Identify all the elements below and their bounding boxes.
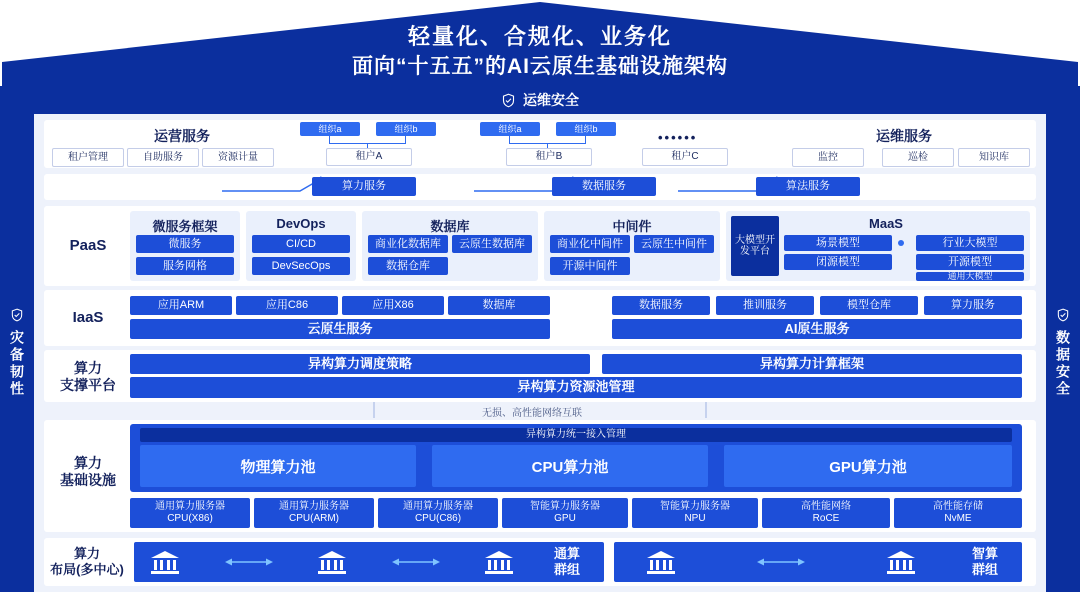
paas-label: PaaS bbox=[69, 236, 107, 254]
tenant-ellipsis: •••••• bbox=[658, 130, 698, 145]
datacenter-icon bbox=[884, 548, 918, 576]
server-title: 通用算力服务器 bbox=[279, 500, 349, 512]
chip-cloudnative-db[interactable]: 云原生数据库 bbox=[452, 235, 532, 253]
service-chip-data[interactable]: 数据服务 bbox=[552, 177, 656, 196]
network-roce[interactable] bbox=[762, 498, 890, 528]
pool-gpu[interactable]: GPU算力池 bbox=[724, 445, 1012, 487]
server-subtitle: GPU bbox=[554, 513, 576, 524]
page-subtitle: 面向“十五五”的AI云原生基础设施架构 bbox=[352, 55, 728, 78]
layout-label-line1: 算力 bbox=[73, 545, 100, 561]
chip-database[interactable]: 数据库 bbox=[448, 296, 550, 315]
server-cpu-arm[interactable] bbox=[254, 498, 374, 528]
server-title: 高性能存储 bbox=[933, 500, 983, 512]
chip-data-warehouse[interactable]: 数据仓库 bbox=[368, 257, 448, 275]
cluster-intelligent-label-line1: 智算 bbox=[971, 546, 998, 562]
shield-icon bbox=[10, 308, 24, 322]
shield-check-icon bbox=[501, 93, 516, 108]
row-operation-services bbox=[44, 120, 1036, 168]
group-middleware bbox=[544, 211, 720, 281]
chip-app-arm[interactable]: 应用ARM bbox=[130, 296, 232, 315]
chip-industry-model[interactable]: 行业大模型 bbox=[916, 235, 1024, 251]
org-chip[interactable]: 组织a bbox=[480, 122, 540, 136]
cluster-general-label-line1: 通算 bbox=[553, 546, 580, 562]
link-arrow-icon bbox=[349, 556, 482, 568]
row-compute-infrastructure bbox=[44, 420, 1036, 532]
cluster-intelligent-label-line2: 群组 bbox=[971, 562, 998, 577]
connector-dot bbox=[898, 240, 904, 246]
chip-app-c86[interactable]: 应用C86 bbox=[236, 296, 338, 315]
chip-inspection[interactable]: 巡检 bbox=[882, 148, 954, 167]
link-arrow-icon bbox=[678, 556, 884, 568]
server-title: 通用算力服务器 bbox=[403, 500, 473, 512]
iaas-label: IaaS bbox=[72, 308, 104, 326]
service-arrows bbox=[44, 174, 1036, 200]
row-compute-support-platform bbox=[44, 350, 1036, 402]
cluster-general-label bbox=[530, 546, 604, 577]
service-chip-compute[interactable]: 算力服务 bbox=[312, 177, 416, 196]
group-title: MaaS bbox=[869, 216, 903, 231]
chip-monitoring[interactable]: 监控 bbox=[792, 148, 864, 167]
server-subtitle: CPU(X86) bbox=[167, 513, 213, 524]
row-compute-layout bbox=[44, 538, 1036, 586]
org-chip[interactable]: 组织b bbox=[376, 122, 436, 136]
chip-service-mesh[interactable]: 服务网格 bbox=[136, 257, 234, 275]
right-side-label: 数据安全 bbox=[1055, 330, 1071, 398]
group-title: DevOps bbox=[276, 216, 326, 231]
chip-general-model[interactable]: 通用大模型 bbox=[916, 272, 1024, 281]
chip-tenant-management[interactable]: 租户管理 bbox=[52, 148, 124, 167]
tenant-block-b bbox=[480, 122, 620, 166]
datacenter-icon bbox=[148, 548, 182, 576]
operation-services-title: 运营服务 bbox=[154, 128, 210, 144]
server-subtitle: CPU(C86) bbox=[414, 513, 462, 524]
chip-commercial-middleware[interactable]: 商业化中间件 bbox=[550, 235, 630, 253]
cluster-general-label-line2: 群组 bbox=[553, 562, 580, 577]
maintenance-services-title: 运维服务 bbox=[876, 128, 932, 144]
chip-opensource-middleware[interactable]: 开源中间件 bbox=[550, 257, 630, 275]
server-cpu-c86[interactable] bbox=[378, 498, 498, 528]
row-service-arrows bbox=[44, 174, 1036, 200]
chip-llm-dev-platform[interactable]: 大模型开发平台 bbox=[731, 216, 779, 276]
infrastructure-label-line1: 算力 bbox=[74, 454, 102, 471]
chip-microservice[interactable]: 微服务 bbox=[136, 235, 234, 253]
link-arrow-icon bbox=[182, 556, 315, 568]
chip-closed-model[interactable]: 闭源模型 bbox=[784, 254, 892, 270]
server-subtitle: NvME bbox=[944, 513, 972, 524]
shield-icon bbox=[1056, 308, 1070, 322]
bar-ai-native-services[interactable]: AI原生服务 bbox=[612, 319, 1022, 339]
chip-compute-service[interactable]: 算力服务 bbox=[924, 296, 1022, 315]
group-title: 数据库 bbox=[430, 219, 470, 234]
server-title: 通用算力服务器 bbox=[155, 500, 225, 512]
org-chip[interactable]: 组织b bbox=[556, 122, 616, 136]
datacenter-icon bbox=[315, 548, 349, 576]
chip-scenario-model[interactable]: 场景模型 bbox=[784, 235, 892, 251]
support-platform-label bbox=[50, 360, 126, 394]
bar-heterogeneous-scheduling-policy[interactable]: 异构算力调度策略 bbox=[130, 354, 590, 374]
chip-devsecops[interactable]: DevSecOps bbox=[252, 257, 350, 275]
chip-self-service[interactable]: 自助服务 bbox=[127, 148, 199, 167]
right-side-bar bbox=[1046, 114, 1080, 592]
server-subtitle: RoCE bbox=[812, 513, 840, 524]
layout-label-line2: 布局(多中心) bbox=[50, 562, 124, 577]
infrastructure-label bbox=[48, 454, 128, 490]
group-maas bbox=[726, 211, 1030, 281]
chip-knowledge-base[interactable]: 知识库 bbox=[958, 148, 1030, 167]
datacenter-icon bbox=[644, 548, 678, 576]
row-iaas bbox=[44, 290, 1036, 346]
group-devops bbox=[246, 211, 356, 281]
interconnect-note: 无损、高性能网络互联 bbox=[482, 408, 582, 419]
chip-model-repository[interactable]: 模型仓库 bbox=[820, 296, 918, 315]
bar-heterogeneous-resource-pool-mgmt[interactable]: 异构算力资源池管理 bbox=[130, 377, 1022, 398]
server-npu[interactable] bbox=[632, 498, 758, 528]
pool-physical[interactable]: 物理算力池 bbox=[140, 445, 416, 487]
tenant-block-a bbox=[300, 122, 440, 166]
chip-app-x86[interactable]: 应用X86 bbox=[342, 296, 444, 315]
bar-heterogeneous-compute-framework[interactable]: 异构算力计算框架 bbox=[602, 354, 1022, 374]
diagram-header bbox=[0, 0, 1080, 88]
tenant-chip-c[interactable]: 租户C bbox=[642, 148, 728, 166]
chip-data-service[interactable]: 数据服务 bbox=[612, 296, 710, 315]
ops-security-bar bbox=[0, 86, 1080, 114]
datacenter-icon bbox=[482, 548, 516, 576]
server-cpu-x86[interactable] bbox=[130, 498, 250, 528]
chip-cloudnative-middleware[interactable]: 云原生中间件 bbox=[634, 235, 714, 253]
chip-cicd[interactable]: CI/CD bbox=[252, 235, 350, 253]
cluster-general-compute[interactable] bbox=[134, 542, 604, 582]
server-gpu[interactable] bbox=[502, 498, 628, 528]
org-chip[interactable]: 组织a bbox=[300, 122, 360, 136]
bar-cloud-native-services[interactable]: 云原生服务 bbox=[130, 319, 550, 339]
tenant-chip-b[interactable]: 租户B bbox=[506, 148, 592, 166]
group-microservice-framework bbox=[130, 211, 240, 281]
server-title: 智能算力服务器 bbox=[530, 500, 600, 512]
chip-commercial-db[interactable]: 商业化数据库 bbox=[368, 235, 448, 253]
server-subtitle: CPU(ARM) bbox=[289, 513, 339, 524]
support-platform-label-line2: 支撑平台 bbox=[60, 377, 116, 393]
group-title: 中间件 bbox=[612, 219, 652, 234]
diagram-body bbox=[34, 114, 1046, 592]
support-platform-label-line1: 算力 bbox=[74, 359, 102, 376]
server-title: 高性能网络 bbox=[801, 500, 851, 512]
group-title: 微服务框架 bbox=[152, 219, 218, 234]
left-side-label: 灾备韧性 bbox=[9, 330, 25, 398]
cluster-intelligent-label bbox=[948, 546, 1022, 577]
chip-open-model[interactable]: 开源模型 bbox=[916, 254, 1024, 270]
row-paas bbox=[44, 206, 1036, 286]
pool-cpu[interactable]: CPU算力池 bbox=[432, 445, 708, 487]
ops-security-label: 运维安全 bbox=[523, 92, 579, 108]
service-chip-algorithm[interactable]: 算法服务 bbox=[756, 177, 860, 196]
chip-inference-training[interactable]: 推训服务 bbox=[716, 296, 814, 315]
interconnect-connector bbox=[44, 402, 1036, 420]
left-side-bar bbox=[0, 114, 34, 592]
page-title: 轻量化、合规化、业务化 bbox=[407, 24, 672, 49]
storage-nvme[interactable] bbox=[894, 498, 1022, 528]
cluster-intelligent-compute[interactable] bbox=[614, 542, 1022, 582]
chip-resource-metering[interactable]: 资源计量 bbox=[202, 148, 274, 167]
infrastructure-label-line2: 基础设施 bbox=[60, 472, 116, 488]
bar-unified-access-management[interactable]: 异构算力统一接入管理 bbox=[140, 428, 1012, 442]
group-database bbox=[362, 211, 538, 281]
tenant-chip-a[interactable]: 租户A bbox=[326, 148, 412, 166]
layout-label bbox=[44, 544, 130, 580]
server-title: 智能算力服务器 bbox=[660, 500, 730, 512]
server-subtitle: NPU bbox=[684, 513, 706, 524]
